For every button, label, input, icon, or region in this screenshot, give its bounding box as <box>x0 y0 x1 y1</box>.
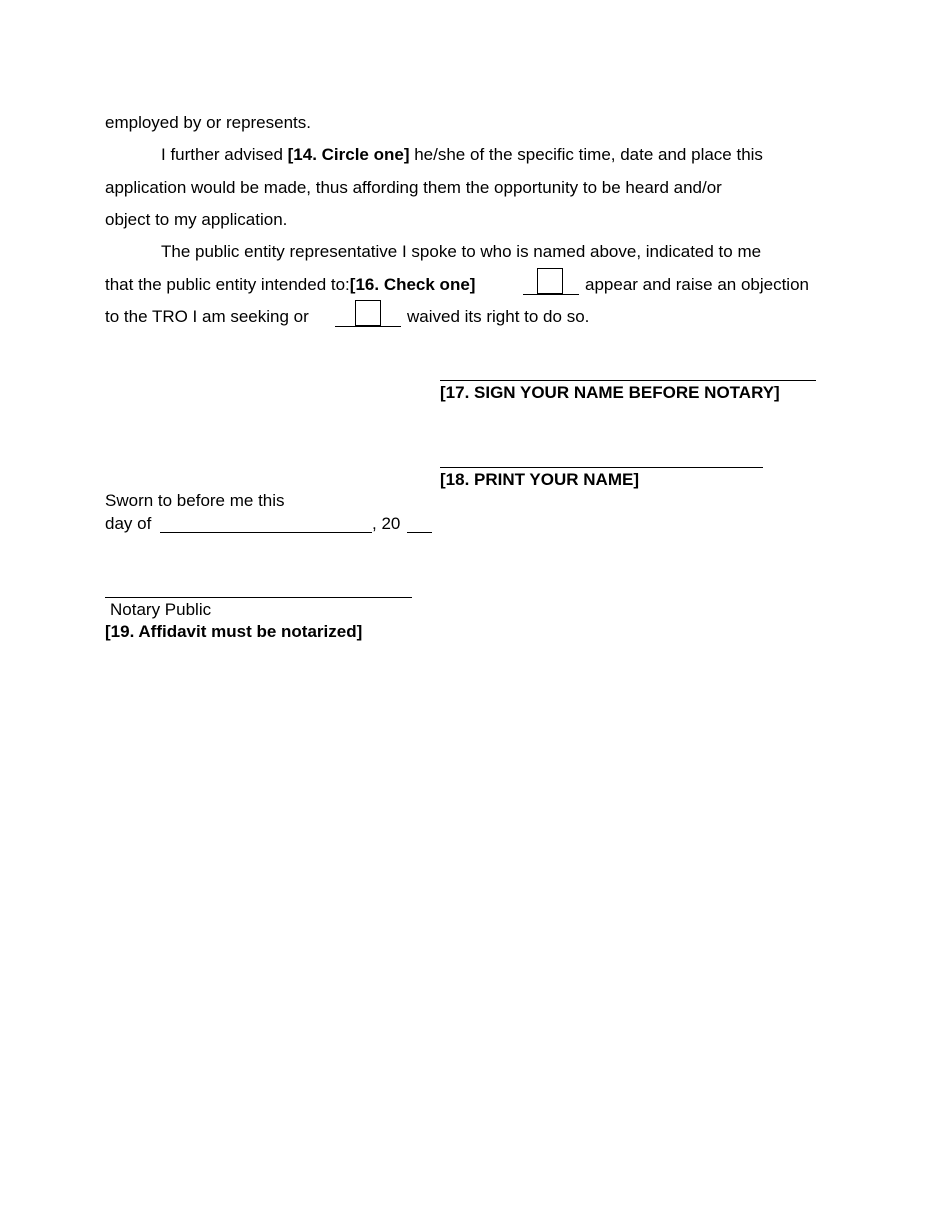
waived-checkbox[interactable] <box>355 300 381 326</box>
paragraph-line: application would be made, thus affording them the opportunity to be heard and/or <box>105 178 722 197</box>
paragraph-line <box>161 145 763 165</box>
instruction-circle-one: [14. Circle one] <box>287 145 410 164</box>
signature-line[interactable] <box>440 380 816 381</box>
instruction-check-one: [16. Check one] <box>349 275 476 294</box>
appear-object-checkbox[interactable] <box>537 268 563 294</box>
objection-checkbox-line <box>523 268 579 295</box>
waived-checkbox-line <box>335 300 401 327</box>
notary-public-label: Notary Public <box>110 600 212 619</box>
paragraph-line: to the TRO I am seeking or <box>105 307 309 326</box>
sworn-text: Sworn to before me this <box>105 491 285 510</box>
sworn-date-line <box>105 514 151 534</box>
paragraph-text: that the public entity intended to: <box>105 275 350 294</box>
paragraph-line: The public entity representative I spoke to who is named above, indicated to me <box>161 242 762 261</box>
year-blank[interactable] <box>407 532 432 533</box>
month-blank[interactable] <box>160 532 372 533</box>
paragraph-text: he/she of the specific time, date and place this <box>409 145 763 164</box>
notary-signature-line[interactable] <box>105 597 412 598</box>
option-waived: waived its right to do so. <box>407 307 590 326</box>
sign-name-label: [17. SIGN YOUR NAME BEFORE NOTARY] <box>440 383 780 402</box>
notarized-note: [19. Affidavit must be notarized] <box>105 622 363 641</box>
paragraph-text: I further advised <box>161 145 288 164</box>
paragraph-line: employed by or represents. <box>105 113 311 132</box>
paragraph-line: object to my application. <box>105 210 288 229</box>
day-of-label: day of <box>105 514 152 533</box>
paragraph-line <box>105 275 475 295</box>
option-appear-object: appear and raise an objection <box>585 275 809 294</box>
year-prefix: , 20 <box>372 514 401 533</box>
print-name-label: [18. PRINT YOUR NAME] <box>440 470 639 489</box>
print-name-line[interactable] <box>440 467 763 468</box>
